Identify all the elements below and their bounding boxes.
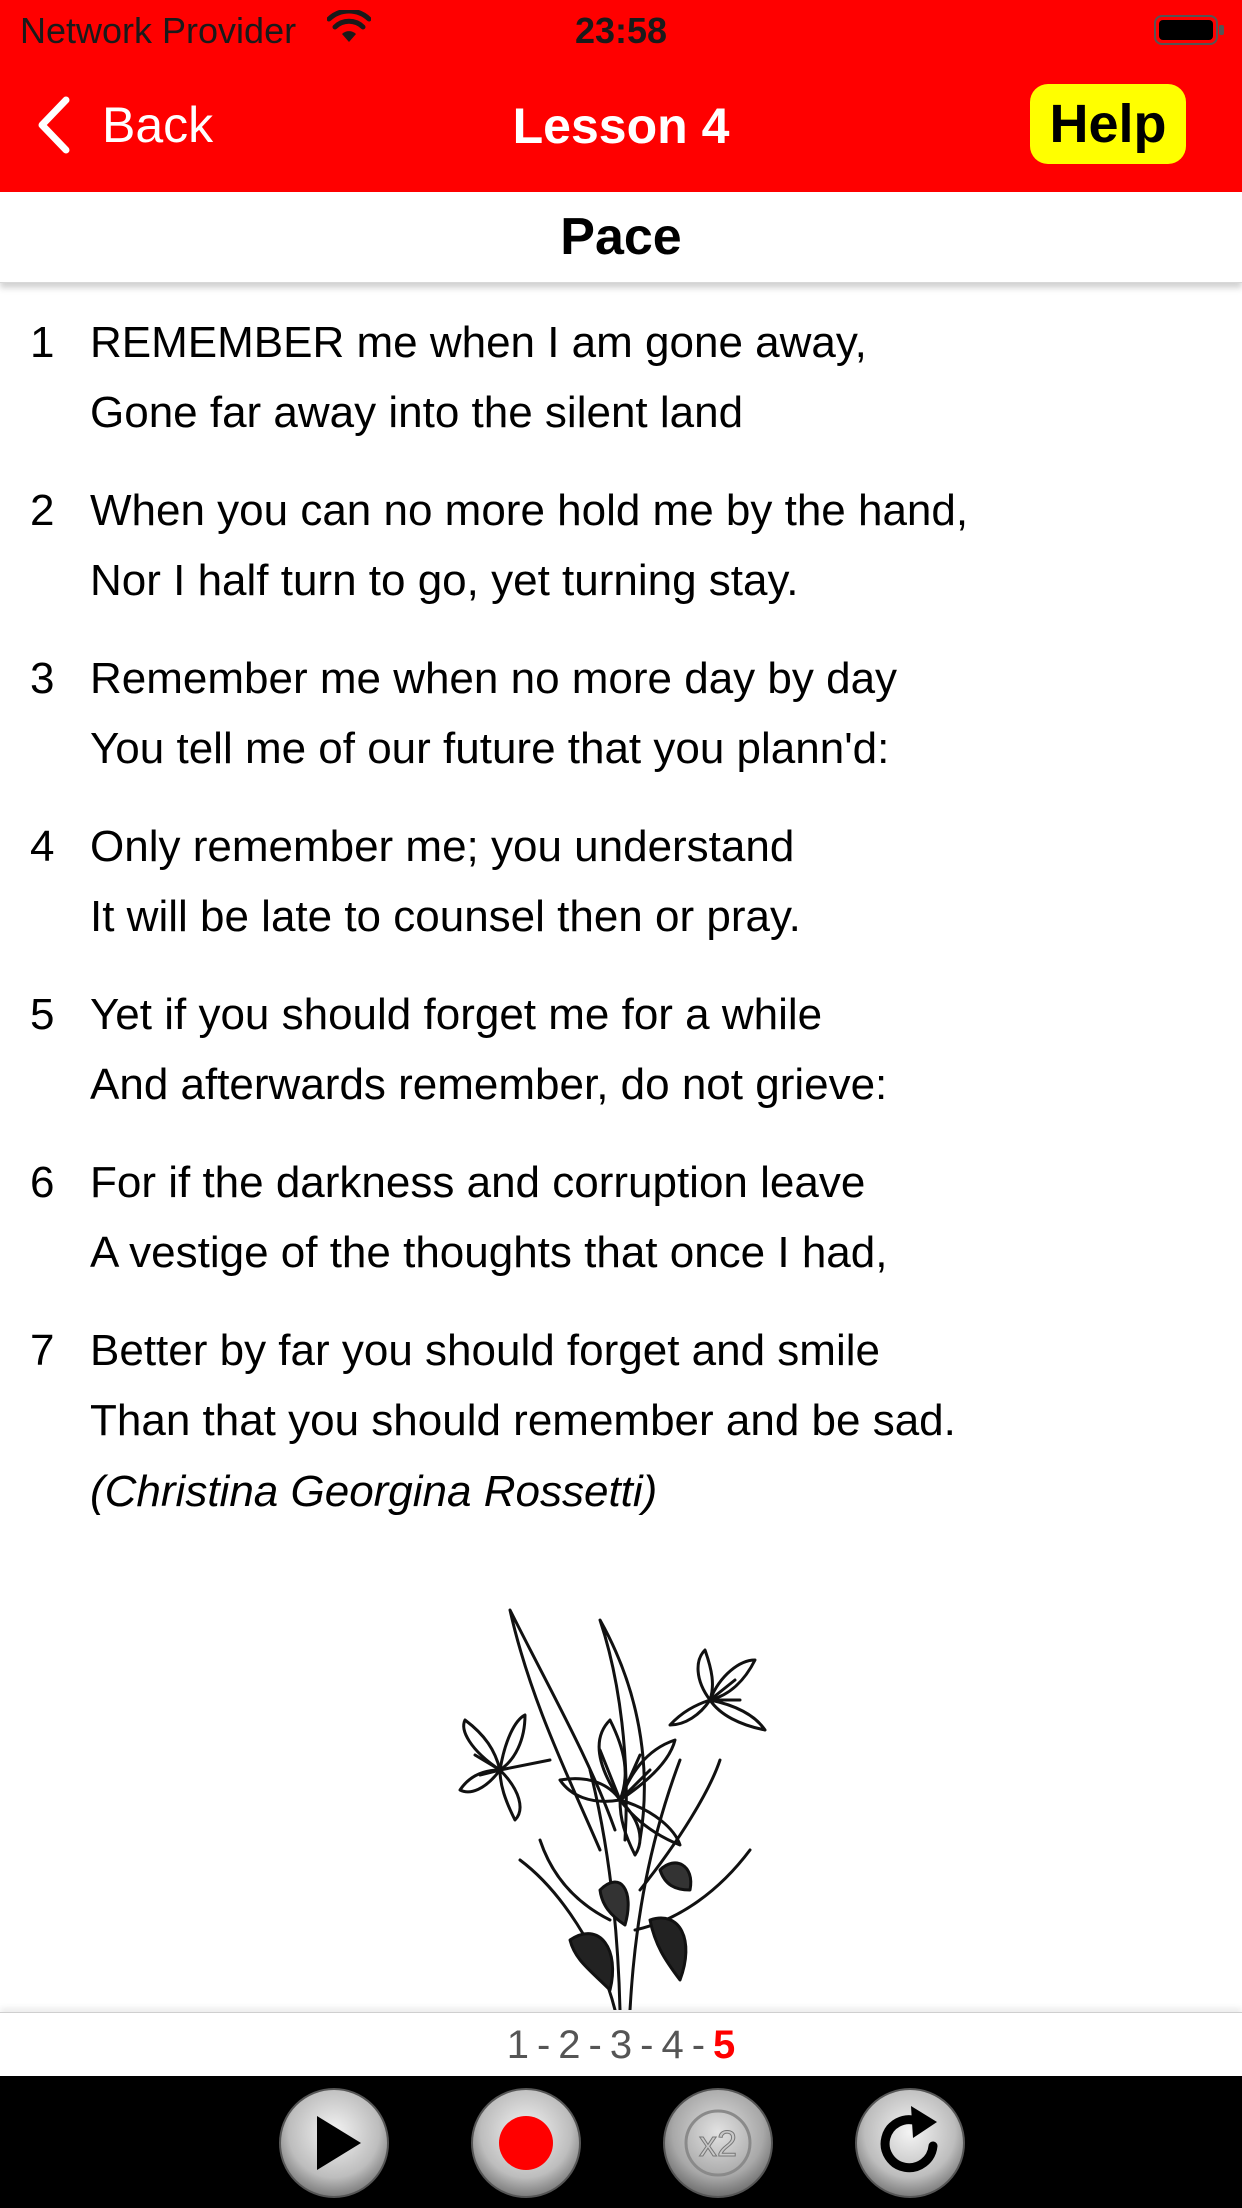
carrier-label: Network Provider (20, 10, 297, 51)
stanza-number: 7 (30, 1326, 55, 1375)
poem-line: It will be late to counsel then or pray. (90, 892, 801, 941)
player-toolbar (0, 2076, 1242, 2208)
repeat-icon (853, 2086, 967, 2200)
page-separator: - (536, 2023, 551, 2067)
back-label: Back (102, 97, 214, 153)
lily-illustration (450, 1590, 800, 2010)
poem-line: For if the darkness and corruption leave (90, 1158, 866, 1207)
stanza (0, 822, 1242, 990)
stanza-number: 3 (30, 654, 55, 703)
section-title: Pace (0, 192, 1242, 283)
stanza-number: 5 (30, 990, 55, 1039)
status-bar (0, 0, 1242, 62)
poem-line: REMEMBER me when I am gone away, (90, 318, 867, 367)
stanza-number: 6 (30, 1158, 55, 1207)
current-page[interactable]: 5 (713, 2023, 736, 2067)
poem-line: Yet if you should forget me for a while (90, 990, 823, 1039)
stanza (0, 486, 1242, 654)
poem-author: (Christina Georgina Rossetti) (90, 1467, 658, 1516)
stanza-number: 1 (30, 318, 55, 367)
speed-button[interactable] (661, 2086, 775, 2200)
stanza-number: 2 (30, 486, 55, 535)
poem-text (0, 318, 1242, 1494)
repeat-button[interactable] (853, 2086, 967, 2200)
play-icon (277, 2086, 391, 2200)
record-button[interactable] (469, 2086, 583, 2200)
stanza (0, 654, 1242, 822)
page-link[interactable]: 1 (506, 2023, 529, 2067)
stanza-number: 4 (30, 822, 55, 871)
page-link[interactable]: 2 (558, 2023, 581, 2067)
page-title: Lesson 4 (512, 98, 730, 154)
poem-line: Gone far away into the silent land (90, 388, 744, 437)
navigation-bar (0, 62, 1242, 192)
poem-line: Nor I half turn to go, yet turning stay. (90, 556, 799, 605)
page-separator: - (691, 2023, 706, 2067)
record-icon (469, 2086, 583, 2200)
poem-line: Than that you should remember and be sad. (90, 1396, 956, 1445)
poem-line: When you can no more hold me by the hand, (90, 486, 969, 535)
poem-line: A vestige of the thoughts that once I had, (90, 1228, 888, 1277)
page-indicator (0, 2012, 1242, 2077)
poem-line: And afterwards remember, do not grieve: (90, 1060, 888, 1109)
page-link[interactable]: 3 (609, 2023, 633, 2067)
poem-line: Better by far you should forget and smile (90, 1326, 880, 1375)
status-time: 23:58 (574, 10, 668, 51)
page-separator: - (640, 2023, 654, 2067)
speed-x2-icon (661, 2086, 775, 2200)
stanza (0, 990, 1242, 1158)
battery-icon (1154, 14, 1226, 46)
page-link[interactable]: 4 (661, 2023, 684, 2067)
stanza (0, 318, 1242, 486)
poem-line: Only remember me; you understand (90, 822, 795, 871)
stanza (0, 1158, 1242, 1326)
poem-line: Remember me when no more day by day (90, 654, 898, 703)
speed-label: x2 (698, 2123, 738, 2164)
poem-line: You tell me of our future that you plann'd: (90, 724, 890, 773)
page-separator: - (588, 2023, 602, 2067)
help-button[interactable]: Help (1030, 84, 1186, 164)
play-button[interactable] (277, 2086, 391, 2200)
